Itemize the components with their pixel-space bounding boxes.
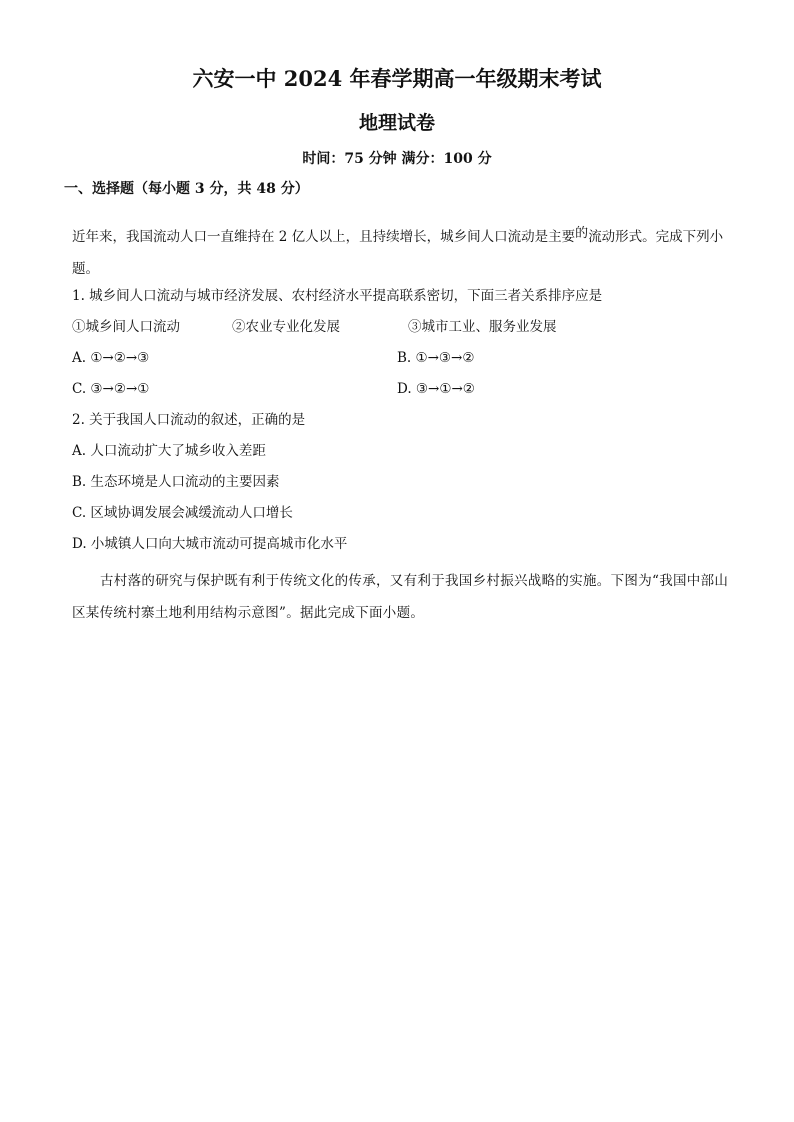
question-1-option-c: C. ③→②→① <box>72 381 150 397</box>
question-2-stem: 2. 关于我国人口流动的叙述，正确的是 <box>72 412 306 428</box>
question-1-option-d: D. ③→①→② <box>397 381 475 397</box>
question-2-option-d: D. 小城镇人口向大城市流动可提高城市化水平 <box>72 536 348 552</box>
reading-passage-1 <box>72 218 732 285</box>
question-2-option-b: B. 生态环境是人口流动的主要因素 <box>72 474 280 490</box>
passage-1-text-b: 流动形式。完成下列小题。 <box>72 229 724 277</box>
question-1-item-1: ①城乡间人口流动 <box>72 319 180 335</box>
question-1-item-2: ②农业专业化发展 <box>232 319 340 335</box>
exam-subject: 地理试卷 <box>358 112 435 134</box>
question-1-item-3: ③城市工业、服务业发展 <box>408 319 557 335</box>
question-1-option-b: B. ①→③→② <box>397 350 475 366</box>
question-2-option-c: C. 区域协调发展会减缓流动人口增长 <box>72 505 293 521</box>
passage-1-superscript: 的 <box>575 226 589 241</box>
question-1-option-a: A. ①→②→③ <box>72 350 150 366</box>
question-2-option-a: A. 人口流动扩大了城乡收入差距 <box>72 443 266 459</box>
exam-title: 六安一中 2024 年春学期高一年级期末考试 <box>192 66 602 91</box>
passage-1-text-a: 近年来，我国流动人口一直维持在 2 亿人以上，且持续增长，城乡间人口流动是主要 <box>72 229 576 245</box>
question-1-stem: 1. 城乡间人口流动与城市经济发展、农村经济水平提高联系密切，下面三者关系排序应是 <box>72 288 603 304</box>
section-heading: 一、选择题（每小题 3 分，共 48 分） <box>64 181 309 197</box>
exam-time-score: 时间：75 分钟 满分：100 分 <box>302 151 492 167</box>
reading-passage-2: 古村落的研究与保护既有利于传统文化的传承，又有利于我国乡村振兴战略的实施。下图为“我国中部山区某传统村寨土地利用结构示意图”。据此完成下面小题。 <box>72 573 729 621</box>
